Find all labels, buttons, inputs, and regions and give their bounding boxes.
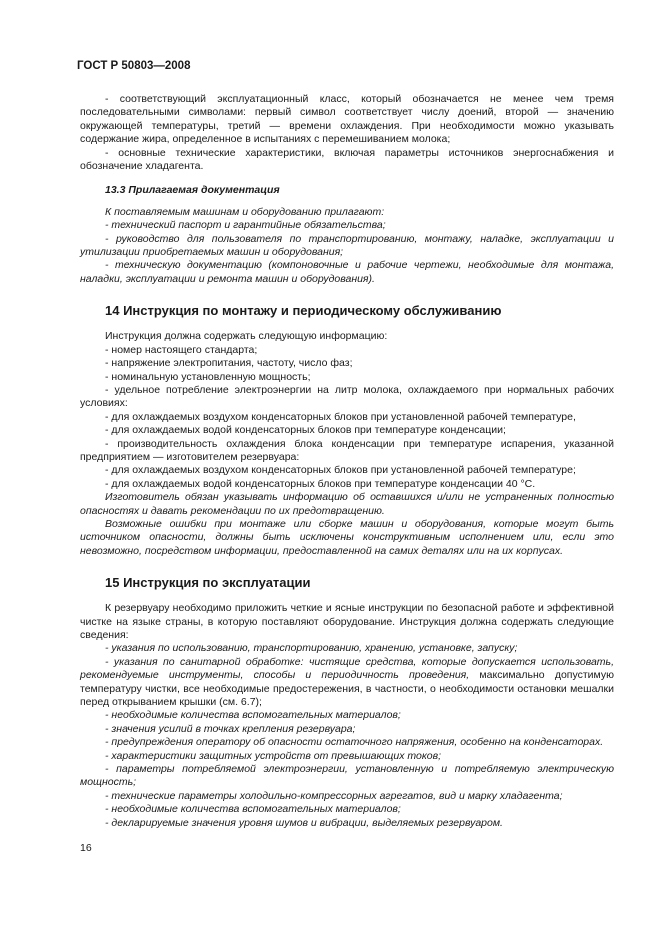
section-14-item: - для охлаждаемых воздухом конденсаторных блоков при установленной рабочей температуре; xyxy=(105,464,576,477)
document-header: ГОСТ Р 50803—2008 xyxy=(77,60,191,72)
section-14-item: - производительность охлаждения блока конденсации при температуре испарения, указанной предприятием — изготовителем резервуара: xyxy=(80,437,614,463)
page-number: 16 xyxy=(80,842,92,854)
section-15-title: 15 Инструкция по эксплуатации xyxy=(105,575,311,591)
section-13-3-item: - техническую документацию (компоновочные и рабочие чертежи, необходимые для монтажа, наладки, эксплуатации и ремонта машин и оборудования). xyxy=(80,259,614,285)
section-15-item: - предупреждения оператору об опасности остаточного напряжения, особенно на конденсаторах. xyxy=(105,736,604,749)
section-14-italic-paragraph: Возможные ошибки при монтаже или сборке машин и оборудования, которые могут быть источником опасности, должны быть исключены конструктивным исполнением или, если это невозможно, посредством информации, предоставленной на самих деталях или на их корпусах. xyxy=(80,517,614,557)
section-15-item: - значения усилий в точках крепления резервуара; xyxy=(105,722,356,735)
section-14-italic-paragraph: Изготовитель обязан указывать информацию об оставшихся и/или не устраненных полностью опасностях и давать рекомендации по их предотвращению. xyxy=(80,491,614,517)
section-14-item: - номинальную установленную мощность; xyxy=(105,370,311,383)
page-content xyxy=(80,93,614,830)
section-15-intro: К резервуару необходимо приложить четкие и ясные инструкции по безопасной работе и эффективной чистке на языке страны, в которую поставляют оборудование. Инструкция должна содержать следующие сведения: xyxy=(80,602,614,641)
intro-paragraph: - основные технические характеристики, включая параметры источников энергоснабжения и обозначение хладагента. xyxy=(80,146,614,173)
section-15-item: - указания по использованию, транспортированию, хранению, установке, запуску; xyxy=(105,642,518,655)
section-15-item: - параметры потребляемой электроэнергии, установленную и потребляемую электрическую мощность; xyxy=(80,763,614,789)
section-14-item: - номер настоящего стандарта; xyxy=(105,343,258,356)
section-15-item: - технические параметры холодильно-компрессорных агрегатов, вид и марку хладагента; xyxy=(105,789,563,802)
section-14-item: - напряжение электропитания, частоту, число фаз; xyxy=(105,357,353,370)
intro-paragraph: - соответствующий эксплуатационный класс, который обозначается не менее чем тремя последовательными символами: первый символ соответствует числу доений, второй — значению окружающей температуры, третий — времени охлаждения. При необходимости можно указывать содержание жира, определенное в испытаниях с перемешиванием молока; xyxy=(80,93,614,146)
section-13-3-item: - технический паспорт и гарантийные обязательства; xyxy=(105,219,386,232)
section-15-item: - декларируемые значения уровня шумов и вибрации, выделяемых резервуаром. xyxy=(105,816,503,829)
section-15-item-italic-part: - указания по санитарной обработке: чистящие средства, которые допускается использовать, рекомендуемые инструменты, способы и периодичность проведения, xyxy=(80,655,614,682)
section-15-item-regular-part: максимально допустимую температуру чистки, все необходимые предостережения, в частности, о необходимости остановки мешалки перед открыванием крышки (см. 6.7); xyxy=(80,669,614,709)
section-15-item xyxy=(80,656,614,710)
section-15-item: - характеристики защитных устройств от превышающих токов; xyxy=(105,749,442,762)
section-13-3-item: К поставляемым машинам и оборудованию прилагают: xyxy=(105,205,385,218)
section-15-item: - необходимые количества вспомогательных материалов; xyxy=(105,803,401,816)
section-14-item: Инструкция должна содержать следующую информацию: xyxy=(105,330,388,343)
section-14-item: - для охлаждаемых воздухом конденсаторных блоков при установленной рабочей температуре, xyxy=(105,410,576,423)
section-14-title: 14 Инструкция по монтажу и периодическому обслуживанию xyxy=(105,303,502,319)
section-13-3-item: - руководство для пользователя по транспортированию, монтажу, наладке, эксплуатации и утилизации приобретаемых машин и оборудования; xyxy=(80,232,614,259)
section-14-item: - для охлаждаемых водой конденсаторных блоков при температуре конденсации 40 °С. xyxy=(105,477,536,490)
section-14-item: - для охлаждаемых водой конденсаторных блоков при температуре конденсации; xyxy=(105,424,506,437)
section-14-item: - удельное потребление электроэнергии на литр молока, охлаждаемого при нормальных рабочих условиях: xyxy=(80,383,614,410)
section-15-body xyxy=(80,602,614,830)
section-13-3-title: 13.3 Прилагаемая документация xyxy=(105,184,280,197)
section-15-item: - необходимые количества вспомогательных материалов; xyxy=(105,709,401,722)
